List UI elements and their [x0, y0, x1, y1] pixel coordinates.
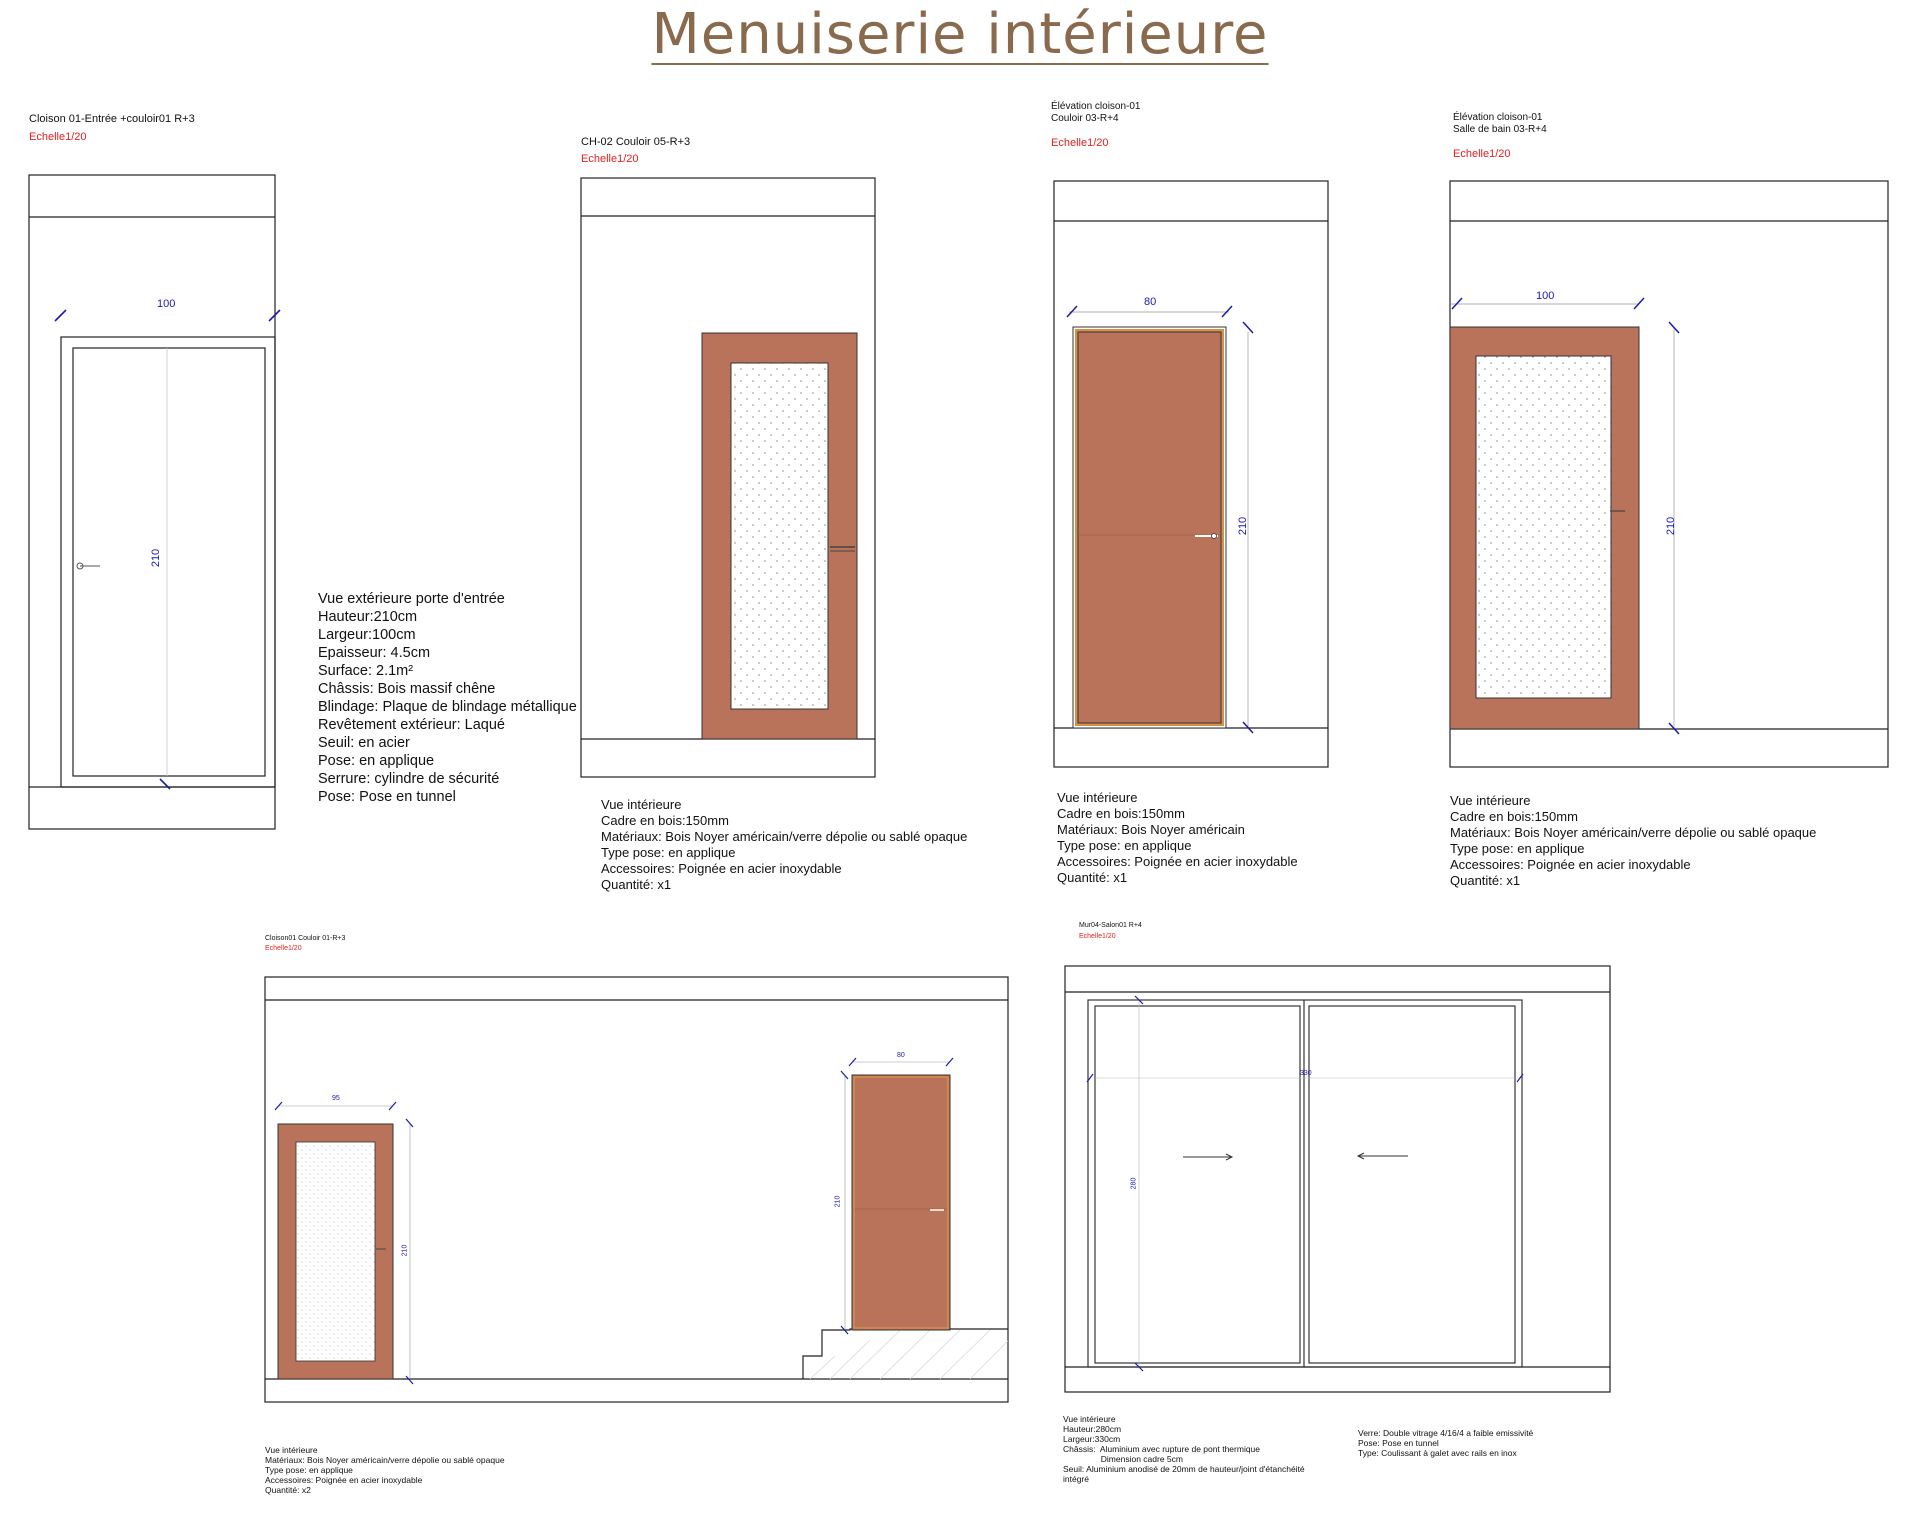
drawing-6-label: Mur04-Salon01 R+4: [1079, 922, 1142, 929]
drawing-5-label: Cloison01 Couloir 01-R+3: [265, 935, 346, 942]
drawing-4-scale: Echelle1/20: [1453, 148, 1511, 160]
spec-line: Type: Coulissant à galet avec rails en inox: [1358, 1448, 1517, 1458]
drawing-1-handle: [77, 563, 100, 569]
drawing-4-height-dim: 210: [1665, 516, 1678, 536]
spec-line: Vue extérieure porte d'entrée: [318, 591, 505, 607]
spec-line: Serrure: cylindre de sécurité: [318, 771, 500, 787]
drawing-5-stair-hatch: [810, 1330, 1008, 1379]
drawing-2-scale: Echelle1/20: [581, 153, 639, 165]
drawing-5-right-width-dim: 80: [897, 1052, 905, 1059]
drawing-2-door: [702, 333, 857, 739]
drawing-5-right-height-dim: 210: [834, 1195, 842, 1208]
spec-line: Cadre en bois:150mm: [601, 813, 729, 828]
spec-line: Vue intérieure: [1450, 793, 1531, 808]
page-title: Menuiserie intérieure: [651, 2, 1269, 67]
drawing-4-door: [1450, 327, 1639, 729]
drawing-5-door-left: [278, 1124, 393, 1379]
spec-line: Quantité: x1: [1450, 873, 1521, 888]
spec-line: Châssis: Aluminium avec rupture de pont thermique: [1063, 1444, 1261, 1454]
spec-line: Type pose: en applique: [265, 1465, 353, 1475]
drawing-5-scale: Echelle1/20: [265, 945, 302, 952]
drawing-1-scale: Echelle1/20: [29, 131, 87, 143]
spec-line: Pose: Pose en tunnel: [1358, 1438, 1439, 1448]
drawing-1-label: Cloison 01-Entrée +couloir01 R+3: [29, 113, 195, 125]
spec-line: Châssis: Bois massif chêne: [318, 681, 496, 697]
drawing-1-dimensions: [55, 310, 280, 789]
spec-line: Quantité: x1: [1057, 870, 1128, 885]
spec-line: Type pose: en applique: [1057, 838, 1192, 853]
label-line: Salle de bain 03-R+4: [1453, 124, 1547, 135]
drawing-5-left-height-dim: 210: [401, 1244, 409, 1257]
drawing-1-specs: [318, 590, 577, 806]
drawing-3-specs: [1057, 790, 1298, 886]
spec-line: Accessoires: Poignée en acier inoxydable: [1450, 857, 1691, 872]
spec-line: Cadre en bois:150mm: [1057, 806, 1185, 821]
spec-line: Matériaux: Bois Noyer américain/verre dépolie ou sablé opaque: [601, 829, 968, 844]
drawing-4-label: [1453, 112, 1547, 136]
drawing-6-height-dim: 280: [1130, 1177, 1138, 1190]
drawing-1-height-dim: 210: [150, 548, 163, 568]
spec-line: Surface: 2.1m²: [318, 663, 414, 679]
drawing-2-specs: [601, 797, 967, 893]
spec-line: Vue intérieure: [265, 1445, 318, 1455]
spec-line: Matériaux: Bois Noyer américain/verre dépolie ou sablé opaque: [1450, 825, 1817, 840]
drawing-2-label: CH-02 Couloir 05-R+3: [581, 136, 691, 148]
spec-line: Epaisseur: 4.5cm: [318, 645, 431, 661]
spec-line: Accessoires: Poignée en acier inoxydable: [1057, 854, 1298, 869]
spec-line: Quantité: x1: [601, 877, 672, 892]
label-line: Élévation cloison-01: [1453, 112, 1543, 123]
drawing-6-width-dim: 330: [1300, 1070, 1312, 1077]
drawing-1-wall: [29, 175, 275, 829]
spec-line: intégré: [1063, 1474, 1089, 1484]
spec-line: Largeur:100cm: [318, 627, 416, 643]
spec-line: Matériaux: Bois Noyer américain/verre dépolie ou sablé opaque: [265, 1455, 505, 1465]
label-line: Couloir 03-R+4: [1051, 113, 1119, 124]
drawing-6-specs-left: [1063, 1414, 1305, 1484]
label-line: Élévation cloison-01: [1051, 101, 1141, 112]
spec-line: Dimension cadre 5cm: [1063, 1454, 1183, 1464]
spec-line: Hauteur:280cm: [1063, 1424, 1122, 1434]
drawing-1-door: [61, 337, 275, 787]
drawing-3-width-dim: 80: [1144, 296, 1157, 308]
drawing-6-dimensions: [1087, 996, 1523, 1371]
spec-line: Largeur:330cm: [1063, 1434, 1121, 1444]
drawing-6-sliding-window: [1088, 1000, 1522, 1367]
spec-line: Quantité: x2: [265, 1485, 311, 1495]
spec-line: Vue intérieure: [1063, 1414, 1116, 1424]
spec-line: Revêtement extérieur: Laqué: [318, 717, 505, 733]
drawing-3-label: [1051, 101, 1141, 125]
drawing-4-specs: [1450, 793, 1816, 889]
drawing-6-specs-right: [1358, 1428, 1533, 1458]
spec-line: Blindage: Plaque de blindage métallique: [318, 699, 577, 715]
drawing-3-door: [1073, 327, 1226, 728]
spec-line: Accessoires: Poignée en acier inoxydable: [601, 861, 842, 876]
drawing-5-door-right: [852, 1075, 950, 1330]
spec-line: Type pose: en applique: [601, 845, 736, 860]
spec-line: Matériaux: Bois Noyer américain: [1057, 822, 1245, 837]
spec-line: Cadre en bois:150mm: [1450, 809, 1578, 824]
drawing-5-specs: [265, 1445, 505, 1495]
drawing-6-wall: [1065, 966, 1610, 1392]
spec-line: Hauteur:210cm: [318, 609, 418, 625]
drawing-3-height-dim: 210: [1237, 516, 1250, 536]
drawing-6-scale: Echelle1/20: [1079, 933, 1116, 940]
drawing-6-slide-arrows: [1183, 1153, 1408, 1160]
drawing-3-scale: Echelle1/20: [1051, 137, 1109, 149]
spec-line: Pose: en applique: [318, 753, 435, 769]
spec-line: Type pose: en applique: [1450, 841, 1585, 856]
spec-line: Vue intérieure: [601, 797, 682, 812]
spec-line: Seuil: en acier: [318, 735, 410, 751]
spec-line: Pose: Pose en tunnel: [318, 789, 456, 805]
spec-line: Seuil: Aluminium anodisé de 20mm de hauteur/joint d'étanchéité: [1063, 1464, 1305, 1474]
drawing-1-width-dim: 100: [157, 298, 176, 310]
drawing-5-left-width-dim: 95: [332, 1095, 340, 1102]
spec-line: Accessoires: Poignée en acier inoxydable: [265, 1475, 423, 1485]
drawing-4-width-dim: 100: [1536, 290, 1555, 302]
spec-line: Verre: Double vitrage 4/16/4 a faible emissivité: [1358, 1428, 1534, 1438]
spec-line: Vue intérieure: [1057, 790, 1138, 805]
